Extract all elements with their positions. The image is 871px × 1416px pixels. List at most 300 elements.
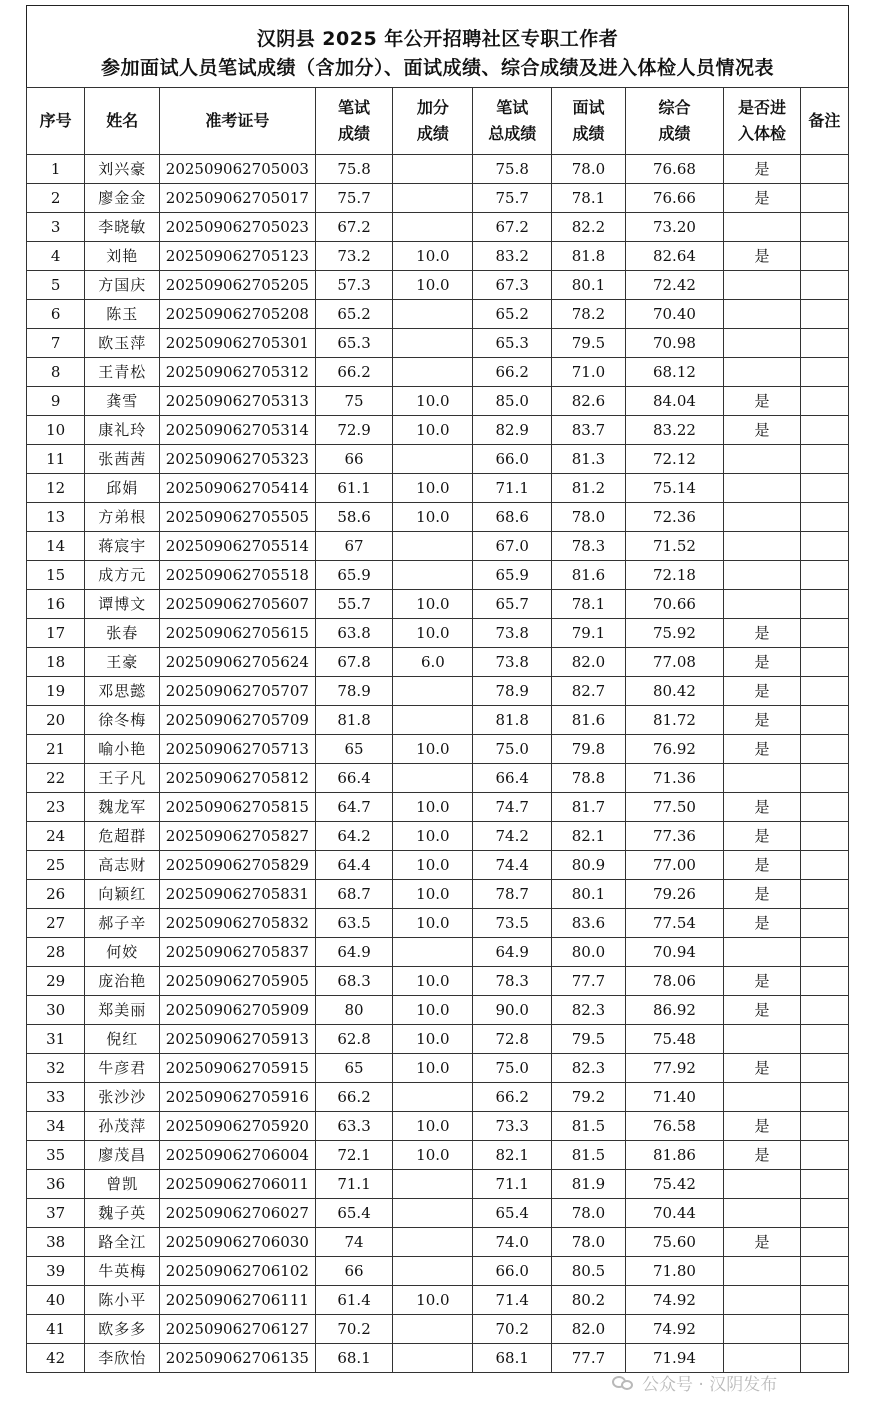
cell-composite-score: 70.44 (625, 1199, 723, 1228)
cell-physical-exam: 是 (724, 677, 801, 706)
header-label: 备注 (808, 111, 841, 130)
cell-composite-score: 77.08 (625, 648, 723, 677)
cell-written-total: 74.0 (473, 1228, 552, 1257)
cell-remarks (800, 735, 848, 764)
cell-interview-score: 81.6 (552, 706, 626, 735)
cell-remarks (800, 416, 848, 445)
cell-index: 2 (27, 184, 85, 213)
cell-written-total: 75.7 (473, 184, 552, 213)
cell-remarks (800, 909, 848, 938)
cell-composite-score: 84.04 (625, 387, 723, 416)
header-col-written-total (473, 88, 552, 155)
cell-written-score: 65.2 (315, 300, 393, 329)
cell-name: 曾凯 (85, 1170, 160, 1199)
cell-remarks (800, 503, 848, 532)
cell-composite-score: 81.72 (625, 706, 723, 735)
cell-physical-exam (724, 1286, 801, 1315)
cell-bonus-score (393, 184, 473, 213)
cell-exam-id: 202509062705812 (160, 764, 316, 793)
table-row (27, 416, 849, 445)
cell-written-score: 63.3 (315, 1112, 393, 1141)
table-row (27, 213, 849, 242)
cell-index: 38 (27, 1228, 85, 1257)
cell-exam-id: 202509062705916 (160, 1083, 316, 1112)
cell-interview-score: 81.5 (552, 1112, 626, 1141)
cell-composite-score: 68.12 (625, 358, 723, 387)
cell-remarks (800, 445, 848, 474)
cell-interview-score: 81.7 (552, 793, 626, 822)
cell-composite-score: 76.92 (625, 735, 723, 764)
cell-written-total: 82.9 (473, 416, 552, 445)
table-row (27, 271, 849, 300)
cell-interview-score: 81.6 (552, 561, 626, 590)
cell-physical-exam: 是 (724, 416, 801, 445)
cell-remarks (800, 648, 848, 677)
cell-interview-score: 82.0 (552, 648, 626, 677)
cell-interview-score: 80.0 (552, 938, 626, 967)
cell-index: 32 (27, 1054, 85, 1083)
cell-remarks (800, 387, 848, 416)
cell-written-total: 85.0 (473, 387, 552, 416)
cell-physical-exam (724, 358, 801, 387)
cell-index: 29 (27, 967, 85, 996)
table-row (27, 1170, 849, 1199)
table-row (27, 300, 849, 329)
cell-remarks (800, 1199, 848, 1228)
score-sheet (26, 5, 849, 1383)
cell-name: 李晓敏 (85, 213, 160, 242)
cell-written-total: 74.4 (473, 851, 552, 880)
cell-name: 欧多多 (85, 1315, 160, 1344)
cell-physical-exam: 是 (724, 387, 801, 416)
cell-written-total: 65.4 (473, 1199, 552, 1228)
cell-written-total: 71.1 (473, 474, 552, 503)
cell-name: 廖茂昌 (85, 1141, 160, 1170)
cell-interview-score: 78.0 (552, 503, 626, 532)
header-col-index (27, 88, 85, 155)
cell-written-total: 70.2 (473, 1315, 552, 1344)
cell-composite-score: 71.94 (625, 1344, 723, 1373)
cell-index: 4 (27, 242, 85, 271)
cell-written-score: 67.8 (315, 648, 393, 677)
table-row (27, 1286, 849, 1315)
cell-bonus-score (393, 1170, 473, 1199)
cell-index: 11 (27, 445, 85, 474)
cell-written-total: 73.5 (473, 909, 552, 938)
cell-physical-exam (724, 590, 801, 619)
cell-exam-id: 202509062705707 (160, 677, 316, 706)
table-row (27, 1112, 849, 1141)
cell-physical-exam (724, 474, 801, 503)
cell-name: 庞治艳 (85, 967, 160, 996)
cell-written-total: 74.2 (473, 822, 552, 851)
table-row (27, 909, 849, 938)
cell-composite-score: 71.52 (625, 532, 723, 561)
cell-interview-score: 81.8 (552, 242, 626, 271)
cell-exam-id: 202509062705313 (160, 387, 316, 416)
cell-interview-score: 82.1 (552, 822, 626, 851)
cell-interview-score: 83.7 (552, 416, 626, 445)
table-row (27, 242, 849, 271)
cell-index: 41 (27, 1315, 85, 1344)
cell-written-score: 63.5 (315, 909, 393, 938)
cell-written-score: 71.1 (315, 1170, 393, 1199)
cell-written-total: 81.8 (473, 706, 552, 735)
cell-physical-exam: 是 (724, 967, 801, 996)
cell-bonus-score (393, 706, 473, 735)
cell-interview-score: 81.9 (552, 1170, 626, 1199)
cell-interview-score: 78.0 (552, 155, 626, 184)
cell-interview-score: 80.9 (552, 851, 626, 880)
cell-physical-exam (724, 532, 801, 561)
cell-written-total: 65.2 (473, 300, 552, 329)
cell-bonus-score (393, 764, 473, 793)
cell-written-total: 72.8 (473, 1025, 552, 1054)
cell-written-total: 78.9 (473, 677, 552, 706)
cell-written-score: 81.8 (315, 706, 393, 735)
cell-remarks (800, 793, 848, 822)
cell-written-total: 66.4 (473, 764, 552, 793)
table-row (27, 1083, 849, 1112)
cell-physical-exam: 是 (724, 242, 801, 271)
cell-index: 8 (27, 358, 85, 387)
cell-exam-id: 202509062705905 (160, 967, 316, 996)
cell-physical-exam: 是 (724, 1054, 801, 1083)
table-row (27, 1315, 849, 1344)
cell-name: 牛彦君 (85, 1054, 160, 1083)
table-row (27, 329, 849, 358)
cell-written-score: 64.4 (315, 851, 393, 880)
cell-physical-exam (724, 1083, 801, 1112)
cell-exam-id: 202509062706030 (160, 1228, 316, 1257)
cell-written-total: 83.2 (473, 242, 552, 271)
cell-index: 5 (27, 271, 85, 300)
cell-remarks (800, 1257, 848, 1286)
cell-index: 14 (27, 532, 85, 561)
cell-name: 张春 (85, 619, 160, 648)
cell-bonus-score: 10.0 (393, 416, 473, 445)
cell-name: 路全江 (85, 1228, 160, 1257)
cell-composite-score: 76.58 (625, 1112, 723, 1141)
cell-written-total: 66.0 (473, 1257, 552, 1286)
cell-index: 9 (27, 387, 85, 416)
cell-remarks (800, 1083, 848, 1112)
cell-composite-score: 77.92 (625, 1054, 723, 1083)
cell-interview-score: 82.6 (552, 387, 626, 416)
cell-bonus-score: 10.0 (393, 880, 473, 909)
cell-interview-score: 80.2 (552, 1286, 626, 1315)
cell-interview-score: 79.5 (552, 1025, 626, 1054)
cell-physical-exam: 是 (724, 909, 801, 938)
cell-remarks (800, 155, 848, 184)
cell-written-score: 65.4 (315, 1199, 393, 1228)
cell-index: 19 (27, 677, 85, 706)
cell-written-score: 65.9 (315, 561, 393, 590)
cell-exam-id: 202509062705123 (160, 242, 316, 271)
cell-written-score: 75.8 (315, 155, 393, 184)
cell-physical-exam (724, 764, 801, 793)
cell-name: 郝子辛 (85, 909, 160, 938)
cell-composite-score: 75.60 (625, 1228, 723, 1257)
header-label: 总成绩 (488, 124, 537, 143)
cell-bonus-score (393, 1315, 473, 1344)
cell-index: 28 (27, 938, 85, 967)
cell-physical-exam: 是 (724, 619, 801, 648)
cell-bonus-score (393, 938, 473, 967)
cell-written-score: 65.3 (315, 329, 393, 358)
cell-index: 18 (27, 648, 85, 677)
cell-bonus-score: 10.0 (393, 387, 473, 416)
table-row (27, 503, 849, 532)
cell-physical-exam (724, 938, 801, 967)
cell-composite-score: 72.42 (625, 271, 723, 300)
cell-composite-score: 77.36 (625, 822, 723, 851)
cell-exam-id: 202509062705624 (160, 648, 316, 677)
cell-composite-score: 73.20 (625, 213, 723, 242)
cell-index: 20 (27, 706, 85, 735)
cell-remarks (800, 619, 848, 648)
header-label: 姓名 (106, 111, 139, 130)
cell-index: 13 (27, 503, 85, 532)
watermark (612, 1370, 777, 1395)
cell-bonus-score: 10.0 (393, 1286, 473, 1315)
table-row (27, 155, 849, 184)
cell-written-score: 68.3 (315, 967, 393, 996)
cell-bonus-score: 10.0 (393, 996, 473, 1025)
table-row (27, 793, 849, 822)
cell-composite-score: 86.92 (625, 996, 723, 1025)
cell-name: 陈玉 (85, 300, 160, 329)
cell-written-total: 68.1 (473, 1344, 552, 1373)
cell-index: 23 (27, 793, 85, 822)
table-row (27, 1054, 849, 1083)
cell-composite-score: 76.66 (625, 184, 723, 213)
header-label: 成绩 (416, 124, 449, 143)
cell-written-total: 82.1 (473, 1141, 552, 1170)
cell-exam-id: 202509062705208 (160, 300, 316, 329)
cell-bonus-score: 10.0 (393, 793, 473, 822)
cell-bonus-score (393, 1199, 473, 1228)
cell-written-total: 74.7 (473, 793, 552, 822)
cell-composite-score: 71.80 (625, 1257, 723, 1286)
cell-name: 张茜茜 (85, 445, 160, 474)
cell-written-score: 58.6 (315, 503, 393, 532)
cell-written-score: 74 (315, 1228, 393, 1257)
cell-physical-exam (724, 1025, 801, 1054)
cell-written-score: 75 (315, 387, 393, 416)
cell-composite-score: 72.36 (625, 503, 723, 532)
cell-remarks (800, 474, 848, 503)
table-row (27, 1025, 849, 1054)
header-col-interview-score (552, 88, 626, 155)
cell-remarks (800, 590, 848, 619)
cell-written-score: 67.2 (315, 213, 393, 242)
cell-written-score: 72.9 (315, 416, 393, 445)
cell-written-total: 75.8 (473, 155, 552, 184)
table-row (27, 764, 849, 793)
cell-remarks (800, 242, 848, 271)
cell-written-total: 66.2 (473, 1083, 552, 1112)
cell-physical-exam (724, 1170, 801, 1199)
cell-written-score: 66.2 (315, 1083, 393, 1112)
cell-written-score: 57.3 (315, 271, 393, 300)
cell-name: 刘艳 (85, 242, 160, 271)
cell-exam-id: 202509062705913 (160, 1025, 316, 1054)
cell-remarks (800, 1025, 848, 1054)
cell-name: 康礼玲 (85, 416, 160, 445)
cell-physical-exam: 是 (724, 155, 801, 184)
cell-index: 33 (27, 1083, 85, 1112)
table-row (27, 1228, 849, 1257)
cell-remarks (800, 1141, 848, 1170)
cell-index: 12 (27, 474, 85, 503)
cell-exam-id: 202509062705003 (160, 155, 316, 184)
cell-composite-score: 83.22 (625, 416, 723, 445)
cell-exam-id: 202509062705831 (160, 880, 316, 909)
cell-interview-score: 79.2 (552, 1083, 626, 1112)
cell-written-score: 80 (315, 996, 393, 1025)
cell-composite-score: 80.42 (625, 677, 723, 706)
cell-index: 31 (27, 1025, 85, 1054)
cell-index: 16 (27, 590, 85, 619)
cell-interview-score: 80.5 (552, 1257, 626, 1286)
cell-written-total: 90.0 (473, 996, 552, 1025)
cell-exam-id: 202509062705837 (160, 938, 316, 967)
cell-composite-score: 70.40 (625, 300, 723, 329)
table-row (27, 590, 849, 619)
cell-interview-score: 77.7 (552, 1344, 626, 1373)
cell-bonus-score: 10.0 (393, 474, 473, 503)
cell-interview-score: 79.5 (552, 329, 626, 358)
header-col-exam-id (160, 88, 316, 155)
cell-exam-id: 202509062706102 (160, 1257, 316, 1286)
cell-exam-id: 202509062705312 (160, 358, 316, 387)
cell-name: 高志财 (85, 851, 160, 880)
cell-interview-score: 78.3 (552, 532, 626, 561)
cell-composite-score: 71.36 (625, 764, 723, 793)
cell-bonus-score: 10.0 (393, 242, 473, 271)
cell-remarks (800, 1286, 848, 1315)
cell-exam-id: 202509062706111 (160, 1286, 316, 1315)
cell-bonus-score (393, 329, 473, 358)
results-table (26, 87, 849, 1373)
cell-bonus-score (393, 1228, 473, 1257)
cell-index: 36 (27, 1170, 85, 1199)
table-row (27, 648, 849, 677)
cell-exam-id: 202509062705713 (160, 735, 316, 764)
cell-bonus-score: 10.0 (393, 1141, 473, 1170)
cell-bonus-score: 10.0 (393, 967, 473, 996)
cell-remarks (800, 996, 848, 1025)
cell-interview-score: 82.3 (552, 996, 626, 1025)
cell-exam-id: 202509062705205 (160, 271, 316, 300)
cell-physical-exam (724, 445, 801, 474)
cell-written-total: 67.3 (473, 271, 552, 300)
cell-written-score: 67 (315, 532, 393, 561)
cell-bonus-score: 10.0 (393, 590, 473, 619)
cell-composite-score: 75.92 (625, 619, 723, 648)
cell-bonus-score (393, 1257, 473, 1286)
cell-written-total: 68.6 (473, 503, 552, 532)
cell-bonus-score: 10.0 (393, 271, 473, 300)
wechat-icon (612, 1374, 634, 1392)
cell-bonus-score: 10.0 (393, 851, 473, 880)
cell-bonus-score (393, 1083, 473, 1112)
cell-name: 张沙沙 (85, 1083, 160, 1112)
cell-written-total: 75.0 (473, 735, 552, 764)
cell-name: 龚雪 (85, 387, 160, 416)
cell-remarks (800, 938, 848, 967)
cell-remarks (800, 1112, 848, 1141)
cell-written-score: 55.7 (315, 590, 393, 619)
title-block (26, 5, 849, 87)
cell-exam-id: 202509062705314 (160, 416, 316, 445)
cell-interview-score: 78.2 (552, 300, 626, 329)
cell-name: 李欣怡 (85, 1344, 160, 1373)
cell-physical-exam: 是 (724, 1141, 801, 1170)
cell-written-total: 75.0 (473, 1054, 552, 1083)
cell-interview-score: 82.3 (552, 1054, 626, 1083)
table-row (27, 358, 849, 387)
cell-physical-exam (724, 213, 801, 242)
cell-index: 30 (27, 996, 85, 1025)
cell-remarks (800, 967, 848, 996)
table-row (27, 851, 849, 880)
table-row (27, 880, 849, 909)
cell-index: 37 (27, 1199, 85, 1228)
cell-composite-score: 82.64 (625, 242, 723, 271)
cell-index: 27 (27, 909, 85, 938)
cell-exam-id: 202509062705514 (160, 532, 316, 561)
cell-composite-score: 74.92 (625, 1315, 723, 1344)
cell-index: 39 (27, 1257, 85, 1286)
cell-exam-id: 202509062705920 (160, 1112, 316, 1141)
cell-written-score: 61.1 (315, 474, 393, 503)
cell-exam-id: 202509062706004 (160, 1141, 316, 1170)
table-row (27, 967, 849, 996)
cell-remarks (800, 300, 848, 329)
cell-remarks (800, 1170, 848, 1199)
cell-bonus-score: 10.0 (393, 735, 473, 764)
cell-exam-id: 202509062705518 (160, 561, 316, 590)
cell-physical-exam: 是 (724, 648, 801, 677)
cell-remarks (800, 184, 848, 213)
cell-remarks (800, 677, 848, 706)
cell-name: 王青松 (85, 358, 160, 387)
table-row (27, 1199, 849, 1228)
cell-physical-exam: 是 (724, 184, 801, 213)
cell-written-total: 78.3 (473, 967, 552, 996)
table-row (27, 996, 849, 1025)
cell-exam-id: 202509062705709 (160, 706, 316, 735)
table-row (27, 735, 849, 764)
cell-composite-score: 70.98 (625, 329, 723, 358)
cell-name: 王豪 (85, 648, 160, 677)
table-row (27, 445, 849, 474)
cell-written-score: 61.4 (315, 1286, 393, 1315)
cell-name: 廖金金 (85, 184, 160, 213)
cell-name: 邓思懿 (85, 677, 160, 706)
cell-interview-score: 78.0 (552, 1228, 626, 1257)
table-header-row (27, 88, 849, 155)
cell-index: 25 (27, 851, 85, 880)
cell-interview-score: 83.6 (552, 909, 626, 938)
table-body (27, 155, 849, 1373)
cell-bonus-score (393, 561, 473, 590)
header-label: 是否进 (737, 98, 786, 117)
cell-name: 邱娟 (85, 474, 160, 503)
cell-physical-exam: 是 (724, 706, 801, 735)
